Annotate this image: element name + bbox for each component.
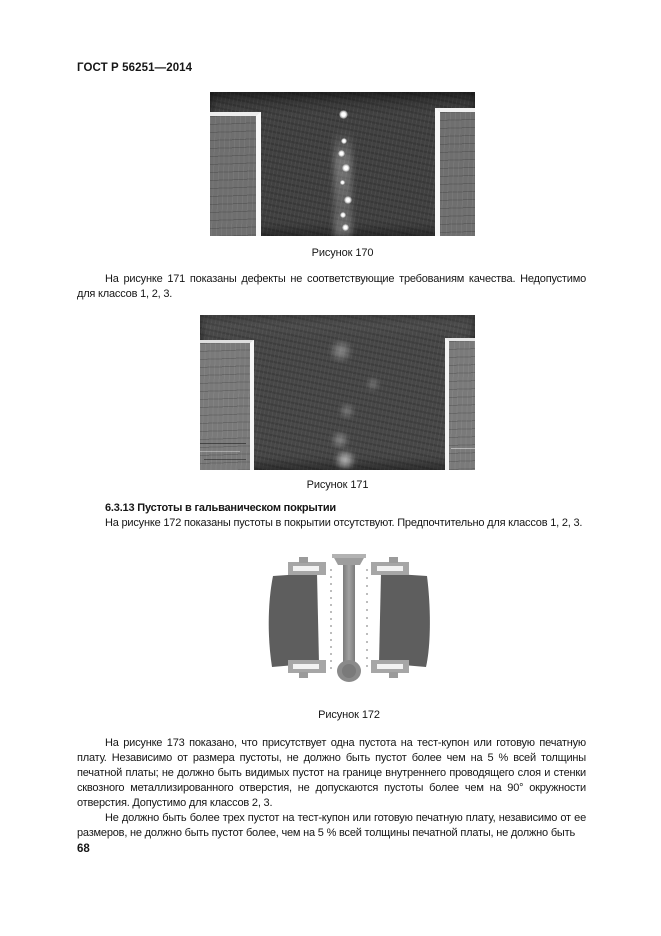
left-laminate-block bbox=[210, 112, 261, 236]
paragraph-fig171: На рисунке 171 показаны дефекты не соответствующие требованиям качества. Недопустимо для классов 1, 2, 3. bbox=[77, 273, 586, 300]
micrograph-top-shade bbox=[200, 315, 475, 337]
left-land-group bbox=[269, 557, 326, 678]
plated-barrel bbox=[332, 554, 366, 682]
figure-171-micrograph bbox=[200, 315, 475, 470]
paragraph-fig172: На рисунке 172 показаны пустоты в покрытии отсутствуют. Предпочтительно для классов 1, 2, 3. bbox=[105, 517, 583, 529]
paragraph-three-voids: Не должно быть более трех пустот на тест-купон или готовую печатную плату, независимо от ее размеров, не должно быть пустот более, чем на 5 % всей толщины печатной платы, не должно быть bbox=[77, 812, 586, 839]
figure-170-micrograph bbox=[210, 92, 475, 236]
figure-170-caption: Рисунок 170 bbox=[311, 247, 374, 259]
right-laminate-block bbox=[445, 338, 475, 470]
right-laminate-block bbox=[435, 108, 475, 236]
bottom-paragraphs bbox=[77, 736, 586, 841]
figure-171-caption: Рисунок 171 bbox=[306, 479, 369, 491]
paragraph-fig173: На рисунке 173 показано, что присутствует одна пустота на тест-купон или готовую печатную плату. Независимо от размера пустоты, не должно быть пустот более чем на 5 % всей толщины печатной платы; не должно быть видимых пустот на границе внутреннего проводящего слоя и стенки сквозного металлизированного отверстия, не допускаются пустоты более чем на 90° окружности отверстия. Допустимо для классов 2, 3. bbox=[77, 737, 586, 809]
section-heading-6313: 6.3.13 Пустоты в гальваническом покрытии bbox=[105, 502, 336, 514]
plated-hole-cross-section bbox=[263, 553, 435, 688]
page-number: 68 bbox=[77, 843, 90, 855]
figure-172-diagram bbox=[263, 553, 435, 688]
document-header: ГОСТ Р 56251—2014 bbox=[77, 62, 193, 74]
right-land-group bbox=[371, 557, 430, 678]
figure-172-caption: Рисунок 172 bbox=[318, 709, 380, 721]
